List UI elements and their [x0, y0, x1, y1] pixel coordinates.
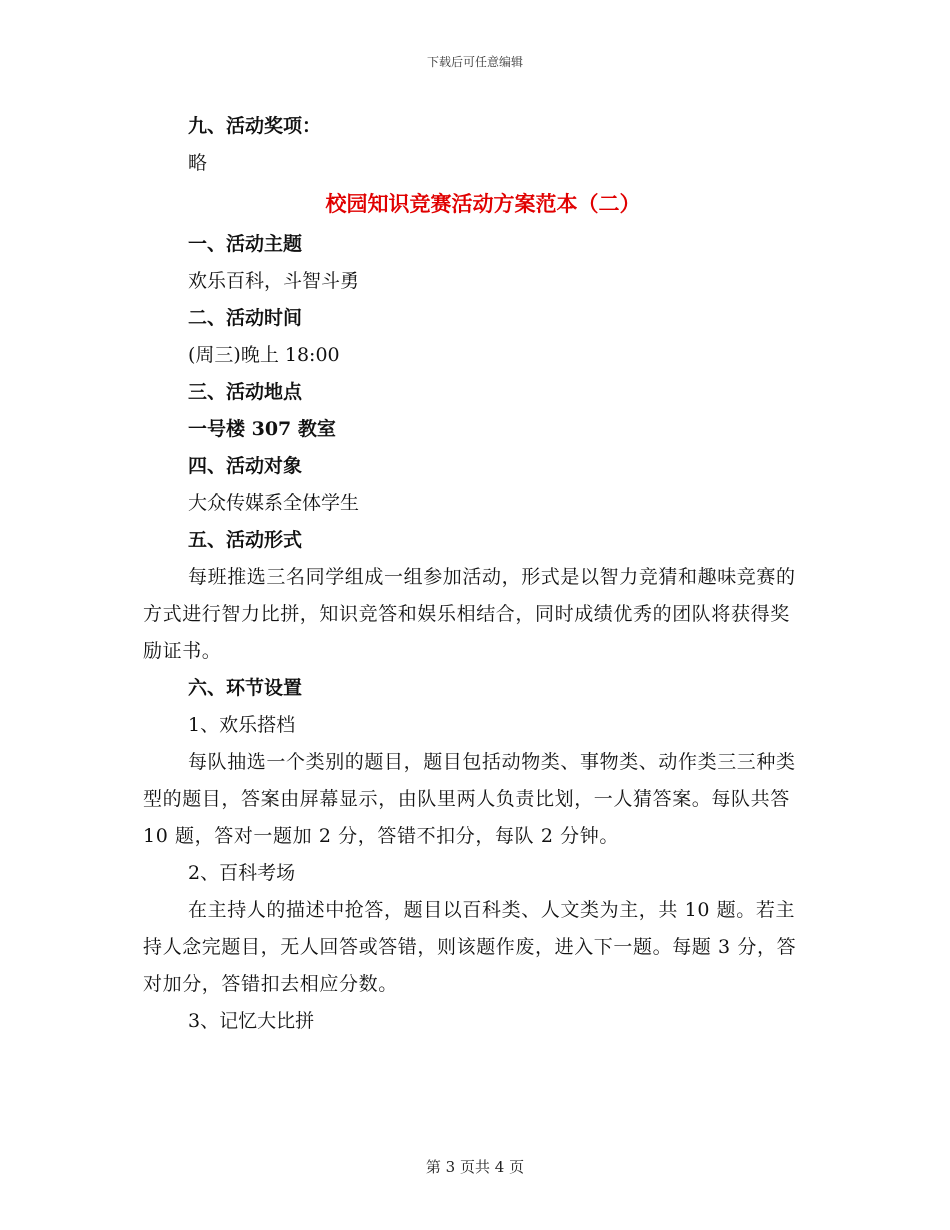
awards-heading: 九、活动奖项：: [188, 115, 322, 137]
item2-heading: 2、百科考场: [188, 862, 296, 884]
target-body: 大众传媒系全体学生: [188, 492, 360, 514]
item1-body: 每队抽选一个类别的题目，题目包括动物类、事物类、动作类三三种类型的题目，答案由屏幕显示，由队里两人负责比划，一人猜答案。每队共答 10 题，答对一题加 2 分，答错不扣分，每队 2 分钟。: [143, 751, 796, 847]
page-content: [143, 108, 799, 1040]
time-heading: 二、活动时间: [188, 307, 303, 329]
page-header: 下载后可任意编辑: [426, 55, 523, 69]
time-body: (周三)晚上 18:00: [188, 344, 340, 366]
awards-body: 略: [188, 152, 208, 174]
place-heading: 三、活动地点: [188, 381, 303, 403]
theme-body: 欢乐百科，斗智斗勇: [188, 270, 360, 292]
setup-heading: 六、环节设置: [188, 677, 303, 699]
form-heading: 五、活动形式: [188, 529, 303, 551]
item3-heading: 3、记忆大比拼: [188, 1010, 315, 1032]
page-footer: 第 3 页共 4 页: [425, 1158, 525, 1176]
target-heading: 四、活动对象: [188, 455, 303, 477]
item2-body: 在主持人的描述中抢答，题目以百科类、人文类为主，共 10 题。若主持人念完题目，无人回答或答错，则该题作废，进入下一题。每题 3 分，答对加分，答错扣去相应分数。: [143, 899, 797, 995]
theme-heading: 一、活动主题: [188, 233, 303, 255]
item1-heading: 1、欢乐搭档: [188, 714, 296, 736]
document-title: 校园知识竞赛活动方案范本（二）: [325, 191, 641, 216]
place-body: 一号楼 307 教室: [188, 418, 336, 440]
form-body: 每班推选三名同学组成一组参加活动，形式是以智力竞猜和趣味竞赛的方式进行智力比拼，知识竞答和娱乐相结合，同时成绩优秀的团队将获得奖励证书。: [143, 566, 796, 662]
